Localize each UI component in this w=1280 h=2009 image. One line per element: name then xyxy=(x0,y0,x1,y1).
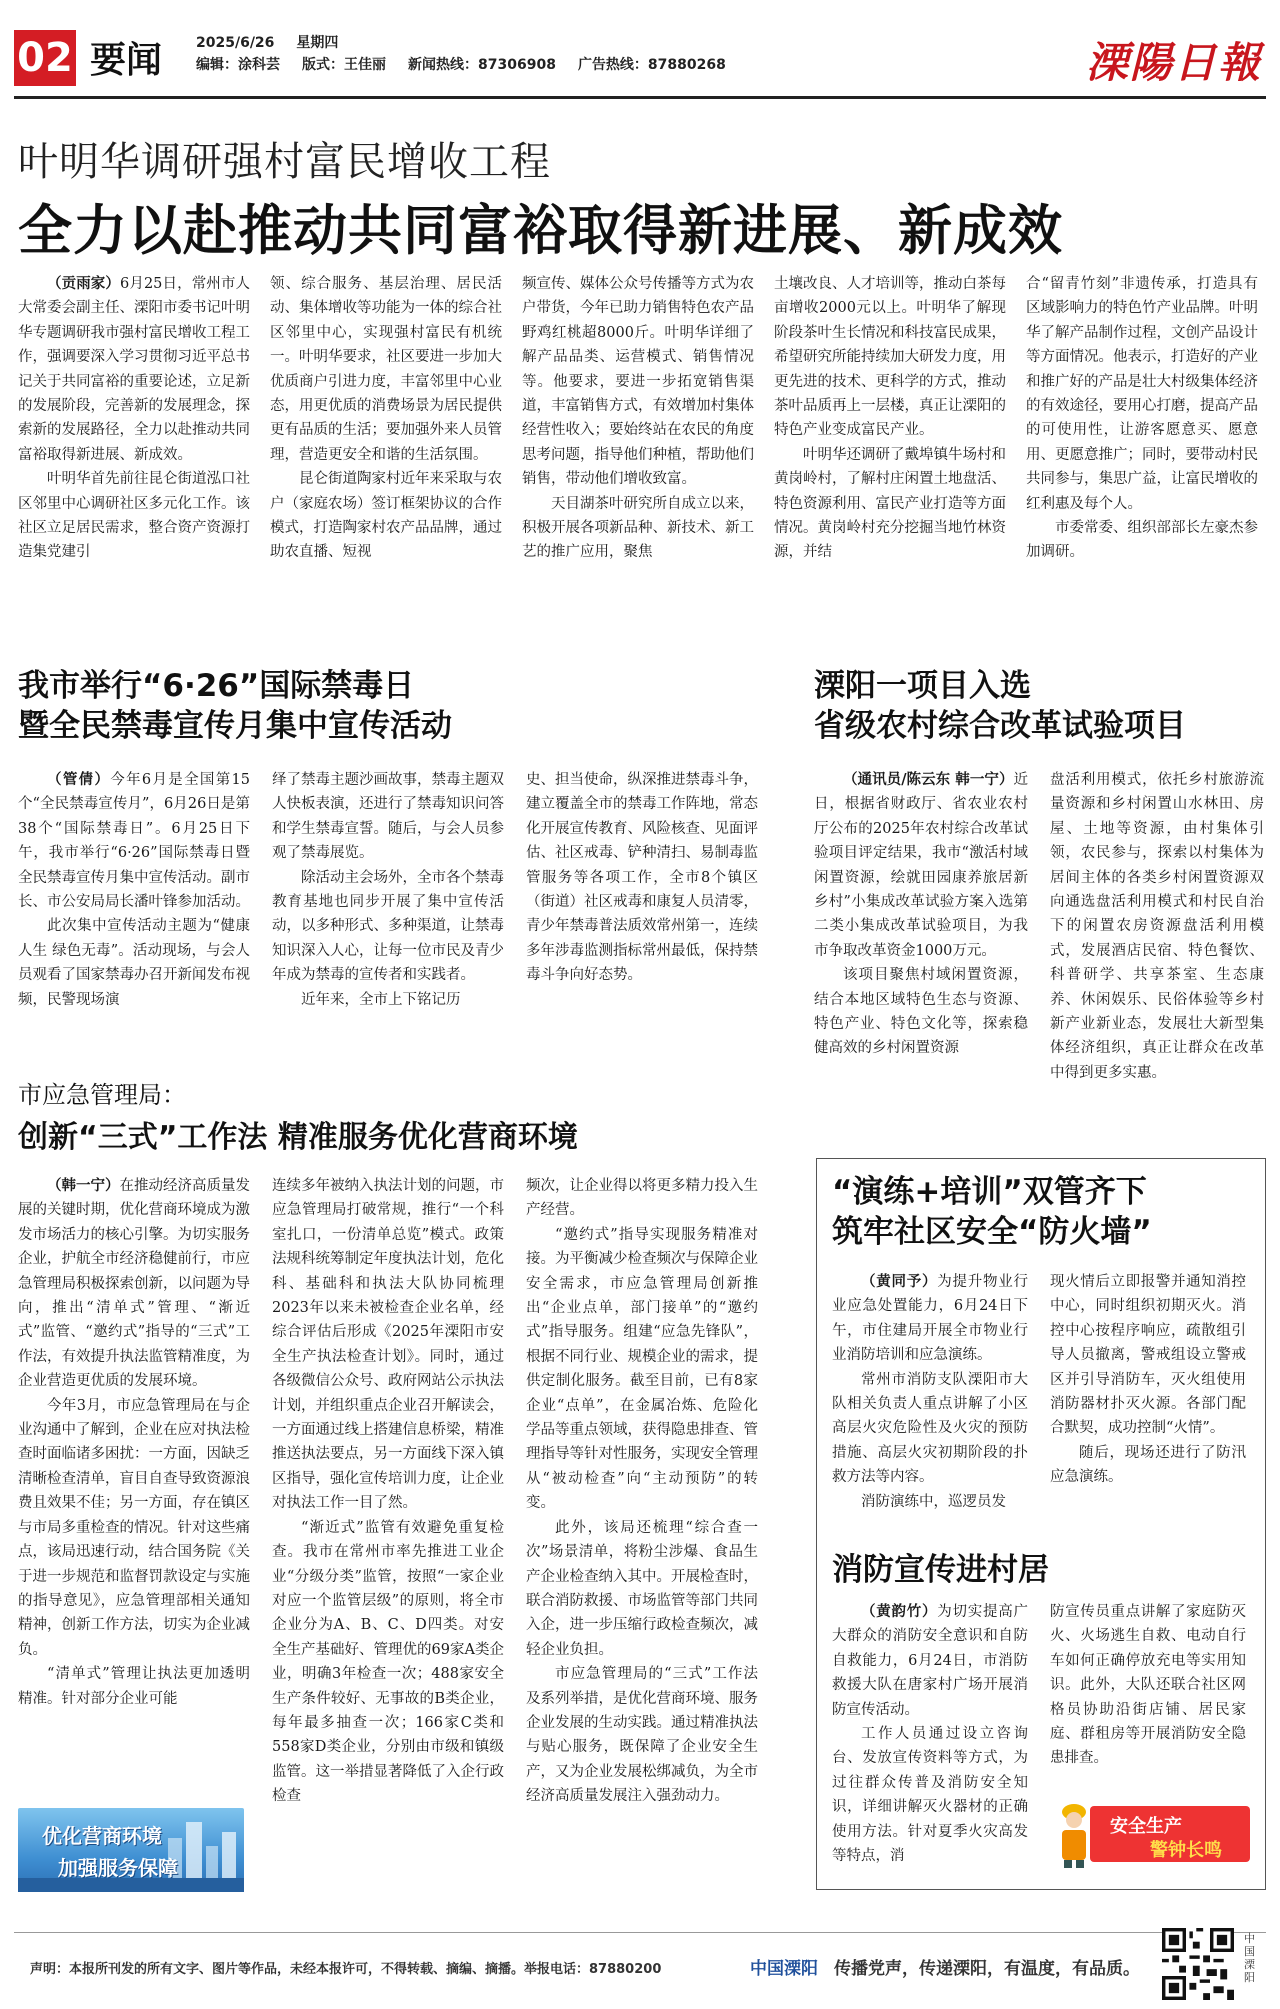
issue-weekday: 星期四 xyxy=(296,35,339,51)
fire-drill-col-1 xyxy=(832,1270,1028,1518)
layout-credit: 版式：王佳丽 xyxy=(302,57,386,73)
emergency-col-3-p2: “邀约式”指导实现服务精准对接。为平衡减少检查频次与保障企业安全需求，市应急管理局创新推出“企业点单，部门接单”的“邀约式”指导服务。组建“应急先锋队”，根据不同行业、规模企业的需求，提供定制化服务。截至目前，已有8家企业“点单”，在金属冶炼、危险化学品等重点领域，获得隐患排查、管理指导等针对性服务，实现安全管理从“被动检查”向“主动预防”的转变。 xyxy=(526,1226,758,1512)
reform-col-1-p2: 该项目聚焦村域闲置资源，结合本地区域特色生态与资源、特色产业、特色文化等，探索稳健高效的乡村闲置资源 xyxy=(814,967,1028,1057)
reform-byline: （通讯员/陈云东 韩一宁） xyxy=(843,771,1014,788)
lead-col-1-p2: 叶明华首先前往昆仑街道泓口社区邻里中心调研社区多元化工作。该社区立足居民需求，整合资产资源打造集党建引 xyxy=(18,471,250,561)
lead-col-1-text: 6月25日，常州市人大常委会副主任、溧阳市委书记叶明华专题调研我市强村富民增收工程工作，强调要深入学习贯彻习近平总书记关于共同富裕的重要论述，立足新的发展阶段，完善新的发展理念，探索新的发展路径，全力以赴推动共同富裕取得新进展、新成效。 xyxy=(18,276,250,463)
drug-title-line2: 暨全民禁毒宣传月集中宣传活动 xyxy=(18,708,452,745)
fire-drill-col-2 xyxy=(1050,1270,1246,1518)
drug-col-3 xyxy=(526,768,758,1020)
emergency-col-3-text: 频次，让企业得以将更多精力投入生产经营。 xyxy=(526,1178,758,1219)
fire-drill-col-2-p2: 随后，现场还进行了防汛应急演练。 xyxy=(1050,1444,1246,1486)
lead-columns xyxy=(18,272,1266,561)
village-byline: （黄韵竹） xyxy=(861,1603,938,1620)
fire-drill-title xyxy=(832,1172,1152,1253)
news-hotline: 新闻热线：87306908 xyxy=(408,57,556,73)
emergency-byline: （韩一宁） xyxy=(47,1177,120,1194)
reform-columns xyxy=(814,768,1266,1098)
fire-drill-byline: （黄同予） xyxy=(861,1273,938,1290)
lead-col-5 xyxy=(1026,272,1258,561)
village-col-2-text: 防宣传员重点讲解了家庭防灭火、火场逃生自救、电动自行车如何正确停放充电等实用知识。此外，大队还联合社区网格员协助沿街店铺、居民家庭、群租房等开展消防安全隐患排查。 xyxy=(1050,1604,1246,1767)
fire-drill-columns xyxy=(832,1270,1252,1518)
safety-banner-text-2: 警钟长鸣 xyxy=(1150,1840,1222,1861)
issue-date: 2025/6/26 xyxy=(196,35,275,51)
lead-col-5-p2: 市委常委、组织部部长左豪杰参加调研。 xyxy=(1026,520,1258,561)
emergency-col-1-text: 在推动经济高质量发展的关键时期，优化营商环境成为激发市场活力的核心引擎。为切实服务企业，护航全市经济稳健前行，市应急管理局积极探索创新，以问题为导向，推出“清单式”管理、“渐近式”监管、“邀约式”指导的“三式”工作法，有效提升执法监管精准度，为企业营造更优质的发展环境。 xyxy=(18,1178,250,1390)
lead-col-2-p2: 昆仑街道陶家村近年来采取与农户（家庭农场）签订框架协议的合作模式，打造陶家村农产品品牌，通过助农直播、短视 xyxy=(270,471,502,561)
emergency-title: 创新“三式”工作法 精准服务优化营商环境 xyxy=(18,1120,578,1155)
drug-col-2-text: 绎了禁毒主题沙画故事，禁毒主题双人快板表演，还进行了禁毒知识问答和学生禁毒宣誓。随后，与会人员参观了禁毒展览。 xyxy=(272,772,504,862)
emergency-col-3 xyxy=(526,1174,758,1890)
worker-icon xyxy=(1054,1802,1094,1868)
qr-side-label: 中国溧阳 xyxy=(1244,1932,1255,1984)
section-name: 要闻 xyxy=(90,40,163,81)
footer xyxy=(14,1932,1266,1986)
emergency-col-3-p4: 市应急管理局的“三式”工作法及系列举措，是优化营商环境、服务企业发展的生动实践。通过精准执法与贴心服务，既保障了企业安全生产，又为企业发展松绑减负，为全市经济高质量发展注入强劲动力。 xyxy=(526,1666,758,1805)
page-number: 02 xyxy=(14,30,76,86)
emergency-col-3-p3: 此外，该局还梳理“综合查一次”场景清单，将粉尘涉爆、食品生产企业检查纳入其中。开展检查时，联合消防救援、市场监管等部门共同入企，进一步压缩行政检查频次，减轻企业负担。 xyxy=(526,1519,758,1658)
drug-col-3-text: 史、担当使命，纵深推进禁毒斗争，建立覆盖全市的禁毒工作阵地，常态化开展宣传教育、风险核查、见面评估、社区戒毒、铲种清扫、易制毒监管服务等各项工作，全市8个镇区（街道）社区戒毒和康复人员清零，青少年禁毒普法质效常州第一，连续多年涉毒监测指标常州最低，保持禁毒斗争向好态势。 xyxy=(526,772,758,984)
lead-col-5-text: 合“留青竹刻”非遗传承，打造具有区域影响力的特色竹产业品牌。叶明华了解产品制作过程，文创产品设计等方面情况。他表示，打造好的产业和推广好的产品是壮大村级集体经济的有效途径，要用心打磨，提高产品的可使用性，让游客愿意买、愿意用、更愿意推广；同时，要带动村民共同参与，集思广益，让富民增收的红利惠及每个人。 xyxy=(1026,276,1258,512)
village-col-1-p2: 工作人员通过设立咨询台、发放宣传资料等方式，为过往群众传普及消防安全知识，详细讲解灭火器材的正确使用方法。针对夏季火灾高发等特点，消 xyxy=(832,1726,1028,1865)
safety-production-illustration xyxy=(1050,1796,1258,1876)
lead-col-2-text: 领、综合服务、基层治理、居民活动、集体增收等功能为一体的综合社区邻里中心，实现强村富民有机统一。叶明华要求，社区要进一步加大优质商户引进力度，丰富邻里中心业态，用更优质的消费场景为居民提供更有品质的生活；要加强外来人员管理，营造更安全和谐的生活氛围。 xyxy=(270,276,502,463)
editor-credit: 编辑：涂科芸 xyxy=(196,57,280,73)
fire-drill-title-line2: 筑牢社区安全“防火墙” xyxy=(832,1214,1152,1251)
drug-col-1-p2: 此次集中宣传活动主题为“健康人生 绿色无毒”。活动现场，与会人员观看了国家禁毒办召开新闻发布视频，民警现场演 xyxy=(18,918,250,1008)
emergency-col-2-p2: “渐近式”监管有效避免重复检查。我市在常州市率先推进工业企业“分级分类”监管，按照“一家企业对应一个监管层级”的原则，将全市企业分为A、B、C、D四类。对安全生产基础好、管理优的69家A类企业，明确3年检查一次；488家安全生产条件较好、无事故的B类企业，每年最多抽查一次；166家C类和558家D类企业，分别由市级和镇级监管。这一举措显著降低了入企行政检查 xyxy=(272,1519,504,1805)
lead-byline: （贡雨家） xyxy=(47,275,121,292)
lead-col-1 xyxy=(18,272,250,561)
reform-col-2 xyxy=(1050,768,1264,1098)
fire-drill-title-line1: “演练+培训”双管齐下 xyxy=(832,1174,1147,1210)
drug-title-line1: 我市举行“6·26”国际禁毒日 xyxy=(18,668,415,704)
emergency-columns xyxy=(18,1174,760,1890)
copyright-declaration: 声明：本报所刊发的所有文字、图片等作品，未经本报许可，不得转载、摘编、摘播。举报电话：87880200 xyxy=(30,1962,662,1977)
drug-col-2-p3: 近年来，全市上下铭记历 xyxy=(301,991,461,1008)
business-environment-illustration xyxy=(18,1808,244,1892)
reform-title xyxy=(814,666,1186,747)
reform-col-1 xyxy=(814,768,1028,1098)
emergency-col-1 xyxy=(18,1174,250,1798)
lead-col-4-p2: 叶明华还调研了戴埠镇牛场村和黄岗岭村，了解村庄闲置土地盘活、特色资源利用、富民产业打造等方面情况。黄岗岭村充分挖掘当地竹林资源，并结 xyxy=(774,446,1006,561)
qr-code-icon[interactable] xyxy=(1162,1928,1234,2000)
lead-col-2 xyxy=(270,272,502,561)
reform-title-line1: 溧阳一项目入选 xyxy=(814,668,1031,704)
reform-col-2-text: 盘活利用模式，依托乡村旅游流量资源和乡村闲置山水林田、房屋、土地等资源，由村集体引领，农民参与，探索以村集体为居间主体的各类乡村闲置资源双向通选盘活利用模式和村民自治下的闲置农房资源盘活利用模式，发展酒店民宿、特色餐饮、科普研学、共享茶室、生态康养、休闲娱乐、民俗体验等乡村新产业新业态，发展壮大新型集体经济组织，真正让群众在改革中得到更多实惠。 xyxy=(1050,772,1264,1081)
drug-col-1-text: 今年6月是全国第15个“全民禁毒宣传月”，6月26日是第38个“国际禁毒日”。6月25日下午，我市举行“6·26”国际禁毒日暨全民禁毒宣传月集中宣传活动。副市长、市公安局局长潘叶锋参加活动。 xyxy=(18,772,250,911)
illustration-caption-2: 加强服务保障 xyxy=(58,1856,178,1880)
footer-rule xyxy=(14,1932,1266,1933)
drug-col-2-p2: 除活动主会场外，全市各个禁毒教育基地也同步开展了集中宣传活动，以多种形式、多种渠道，让禁毒知识深入人心，让每一位市民及青少年成为禁毒的宣传者和实践者。 xyxy=(272,869,504,984)
emergency-col-1-p2: 今年3月，市应急管理局在与企业沟通中了解到，企业在应对执法检查时面临诸多困扰：一方面，因缺乏清晰检查清单，盲目自查导致资源浪费且效果不佳；另一方面，存在镇区与市局多重检查的情况。针对这些痛点，该局迅速行动，结合国务院《关于进一步规范和监督罚款设定与实施的指导意见》，应急管理部相关通知精神，创新工作方法，切实为企业减负。 xyxy=(18,1397,250,1658)
newspaper-logo: 溧陽日報 xyxy=(1085,38,1262,87)
masthead-rule xyxy=(14,96,1266,99)
masthead-meta xyxy=(196,32,726,76)
lead-col-3-text: 频宣传、媒体公众号传播等方式为农户带货，今年已助力销售特色农产品野鸡红桃超8000斤。叶明华详细了解产品品类、运营模式、销售情况等。他要求，要进一步拓宽销售渠道，丰富销售方式，有效增加村集体经营性收入；要始终站在农民的角度思考问题，指导他们种植，帮助他们销售，带动他们增收致富。 xyxy=(522,276,754,488)
footer-slogan: 传播党声，传递溧阳，有温度，有品质。 xyxy=(834,1959,1140,1979)
drug-col-1 xyxy=(18,768,250,1020)
drug-byline: （管倩） xyxy=(47,771,111,788)
ad-hotline: 广告热线：87880268 xyxy=(577,57,726,73)
village-col-2 xyxy=(1050,1600,1246,1776)
drug-col-2 xyxy=(272,768,504,1020)
fire-drill-col-1-text: 为提升物业行业应急处置能力，6月24日下午，市住建局开展全市物业行业消防培训和应急演练。 xyxy=(832,1274,1028,1364)
fire-drill-col-1-p3: 消防演练中，巡逻员发 xyxy=(861,1493,1006,1510)
village-col-1 xyxy=(832,1600,1028,1878)
drug-title xyxy=(18,666,452,747)
emergency-kicker: 市应急管理局： xyxy=(18,1081,186,1109)
reform-title-line2: 省级农村综合改革试验项目 xyxy=(814,708,1186,745)
masthead xyxy=(14,30,1266,90)
village-fire-title: 消防宣传进村居 xyxy=(832,1552,1049,1588)
emergency-col-2 xyxy=(272,1174,504,1890)
safety-banner-text-1: 安全生产 xyxy=(1110,1816,1182,1837)
illustration-caption-1: 优化营商环境 xyxy=(42,1824,162,1848)
lead-headline: 全力以赴推动共同富裕取得新进展、新成效 xyxy=(18,199,1063,262)
emergency-col-1-p3: “清单式”管理让执法更加透明精准。针对部分企业可能 xyxy=(18,1666,250,1707)
fire-drill-col-2-text: 现火情后立即报警并通知消控中心，同时组织初期灭火。消控中心按程序响应，疏散组引导人员撤离，警戒组设立警戒区并引导消防车，灭火组使用消防器材扑灭火源。各部门配合默契，成功控制“火情”。 xyxy=(1050,1274,1246,1437)
fire-drill-col-1-p2: 常州市消防支队溧阳市大队相关负责人重点讲解了小区高层火灾危险性及火灾的预防措施、高层火灾初期阶段的扑救方法等内容。 xyxy=(832,1371,1028,1486)
village-col-1-text: 为切实提高广大群众的消防安全意识和自防自救能力，6月24日，市消防救援大队在唐家村广场开展消防宣传活动。 xyxy=(832,1604,1028,1718)
lead-kicker: 叶明华调研强村富民增收工程 xyxy=(18,139,551,185)
lead-col-4 xyxy=(774,272,1006,561)
lead-col-4-text: 土壤改良、人才培训等，推动白茶每亩增收2000元以上。叶明华了解现阶段茶叶生长情况和科技富民成果，希望研究所能持续加大研发力度，用更先进的技术、更科学的方式，推动茶叶品质再上一层楼，真正让溧阳的特色产业变成富民产业。 xyxy=(774,276,1006,439)
footer-org: 中国溧阳 xyxy=(750,1959,818,1979)
lead-col-3-p2: 天目湖茶叶研究所自成立以来，积极开展各项新品种、新技术、新工艺的推广应用，聚焦 xyxy=(522,495,754,561)
reform-col-1-text: 近日，根据省财政厅、省农业农村厅公布的2025年农村综合改革试验项目评定结果，我市“激活村域闲置资源，绘就田园康养旅居新乡村”小集成改革试验方案入选第二类小集成改革试验项目，为我市争取改革资金1000万元。 xyxy=(814,772,1028,959)
emergency-col-2-text: 连续多年被纳入执法计划的问题，市应急管理局打破常规，推行“一个科室扎口，一份清单总览”模式。政策法规科统筹制定年度执法计划，危化科、基础科和执法大队协同梳理2023年以来未被检查企业名单，经综合评估后形成《2025年溧阳市安全生产执法检查计划》。同时，通过各级微信公众号、政府网站公示执法计划，并组织重点企业召开解读会，一方面通过线上搭建信息桥梁，精准推送执法要点，另一方面线下深入镇区指导，强化宣传培训力度，让企业对执法工作一目了然。 xyxy=(272,1178,504,1512)
lead-col-3 xyxy=(522,272,754,561)
drug-columns xyxy=(18,768,760,1020)
